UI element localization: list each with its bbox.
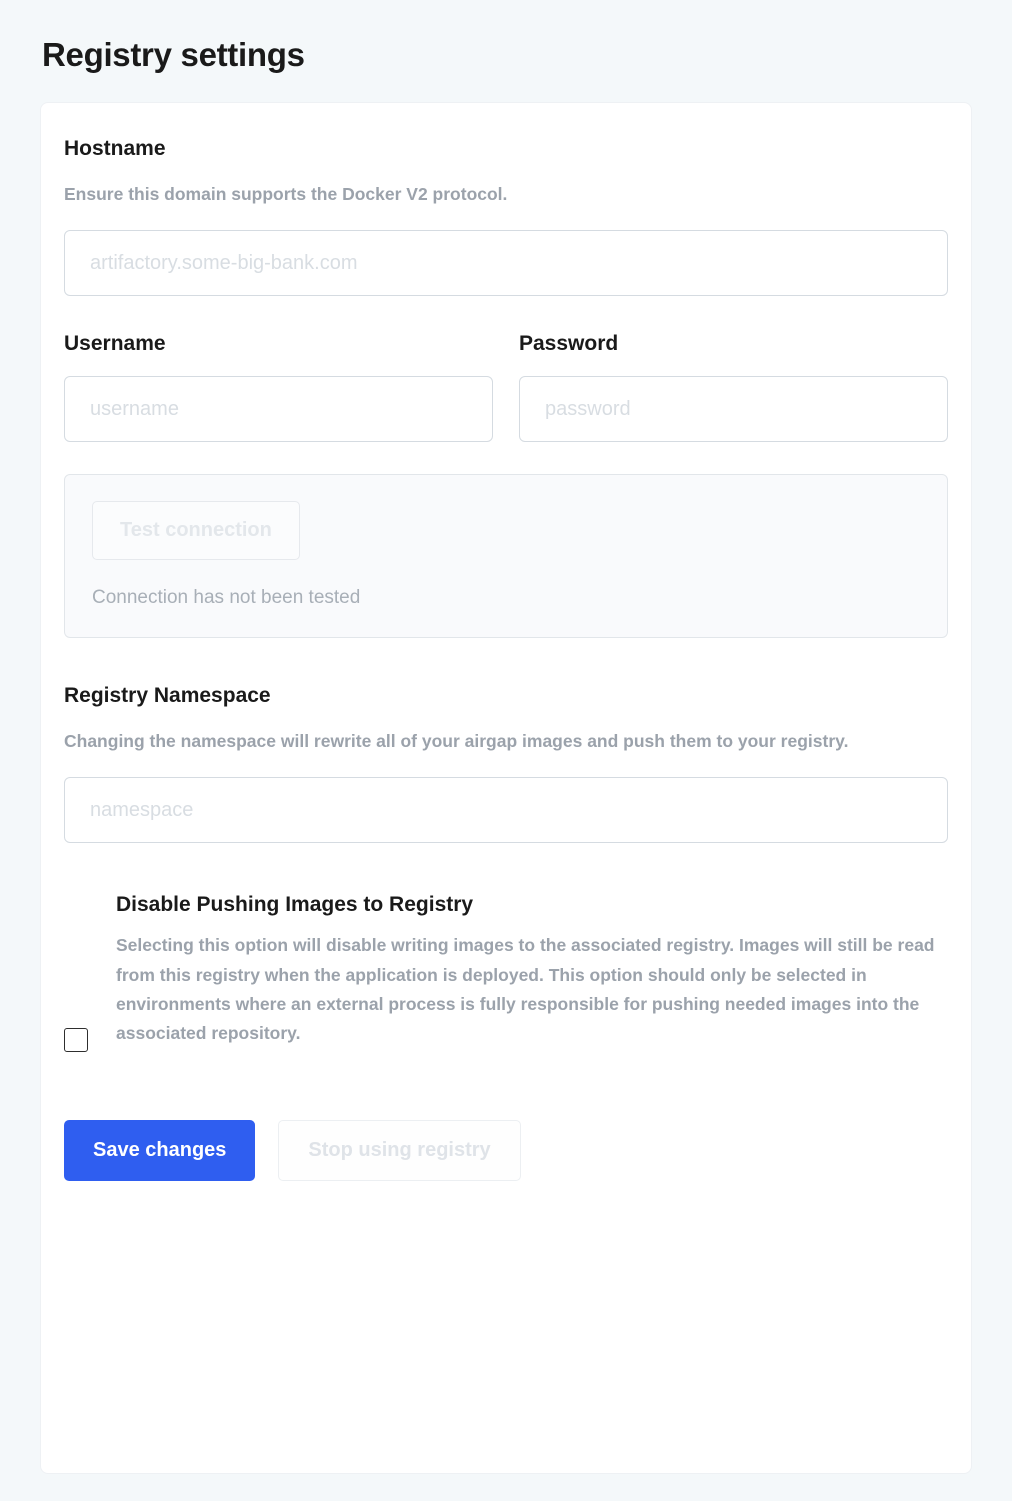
registry-namespace-help-text: Changing the namespace will rewrite all of your airgap images and push them to your registry. xyxy=(64,731,849,752)
password-group xyxy=(519,332,948,442)
credentials-row xyxy=(64,332,948,442)
disable-push-checkbox-wrap xyxy=(64,893,116,1052)
hostname-label: Hostname xyxy=(64,137,166,160)
password-label: Password xyxy=(519,332,619,356)
username-label: Username xyxy=(64,332,166,356)
username-input[interactable] xyxy=(64,376,493,442)
registry-namespace-label: Registry Namespace xyxy=(64,684,271,708)
test-connection-panel xyxy=(64,474,948,638)
form-actions xyxy=(64,1120,948,1181)
page-title: Registry settings xyxy=(42,36,305,73)
namespace-input[interactable] xyxy=(64,777,948,843)
save-changes-button[interactable]: Save changes xyxy=(64,1120,255,1181)
connection-status-text: Connection has not been tested xyxy=(92,587,361,609)
disable-push-row xyxy=(64,893,948,1052)
hostname-help-text: Ensure this domain supports the Docker V2 protocol. xyxy=(64,184,508,204)
disable-push-checkbox[interactable] xyxy=(64,1028,88,1052)
registry-settings-card xyxy=(40,102,972,1474)
username-group xyxy=(64,332,493,442)
password-input[interactable] xyxy=(519,376,948,442)
disable-push-text xyxy=(116,893,948,1049)
stop-using-registry-button[interactable]: Stop using registry xyxy=(278,1120,520,1181)
disable-push-title: Disable Pushing Images to Registry xyxy=(116,893,474,917)
hostname-input[interactable] xyxy=(64,230,948,296)
disable-push-description: Selecting this option will disable writing images to the associated registry. Images will still be read from this registry when the application is deployed. This option should only be selected in environments where an external process is fully responsible for pushing needed images into the associated repository. xyxy=(116,935,935,1044)
test-connection-button[interactable]: Test connection xyxy=(92,501,300,560)
